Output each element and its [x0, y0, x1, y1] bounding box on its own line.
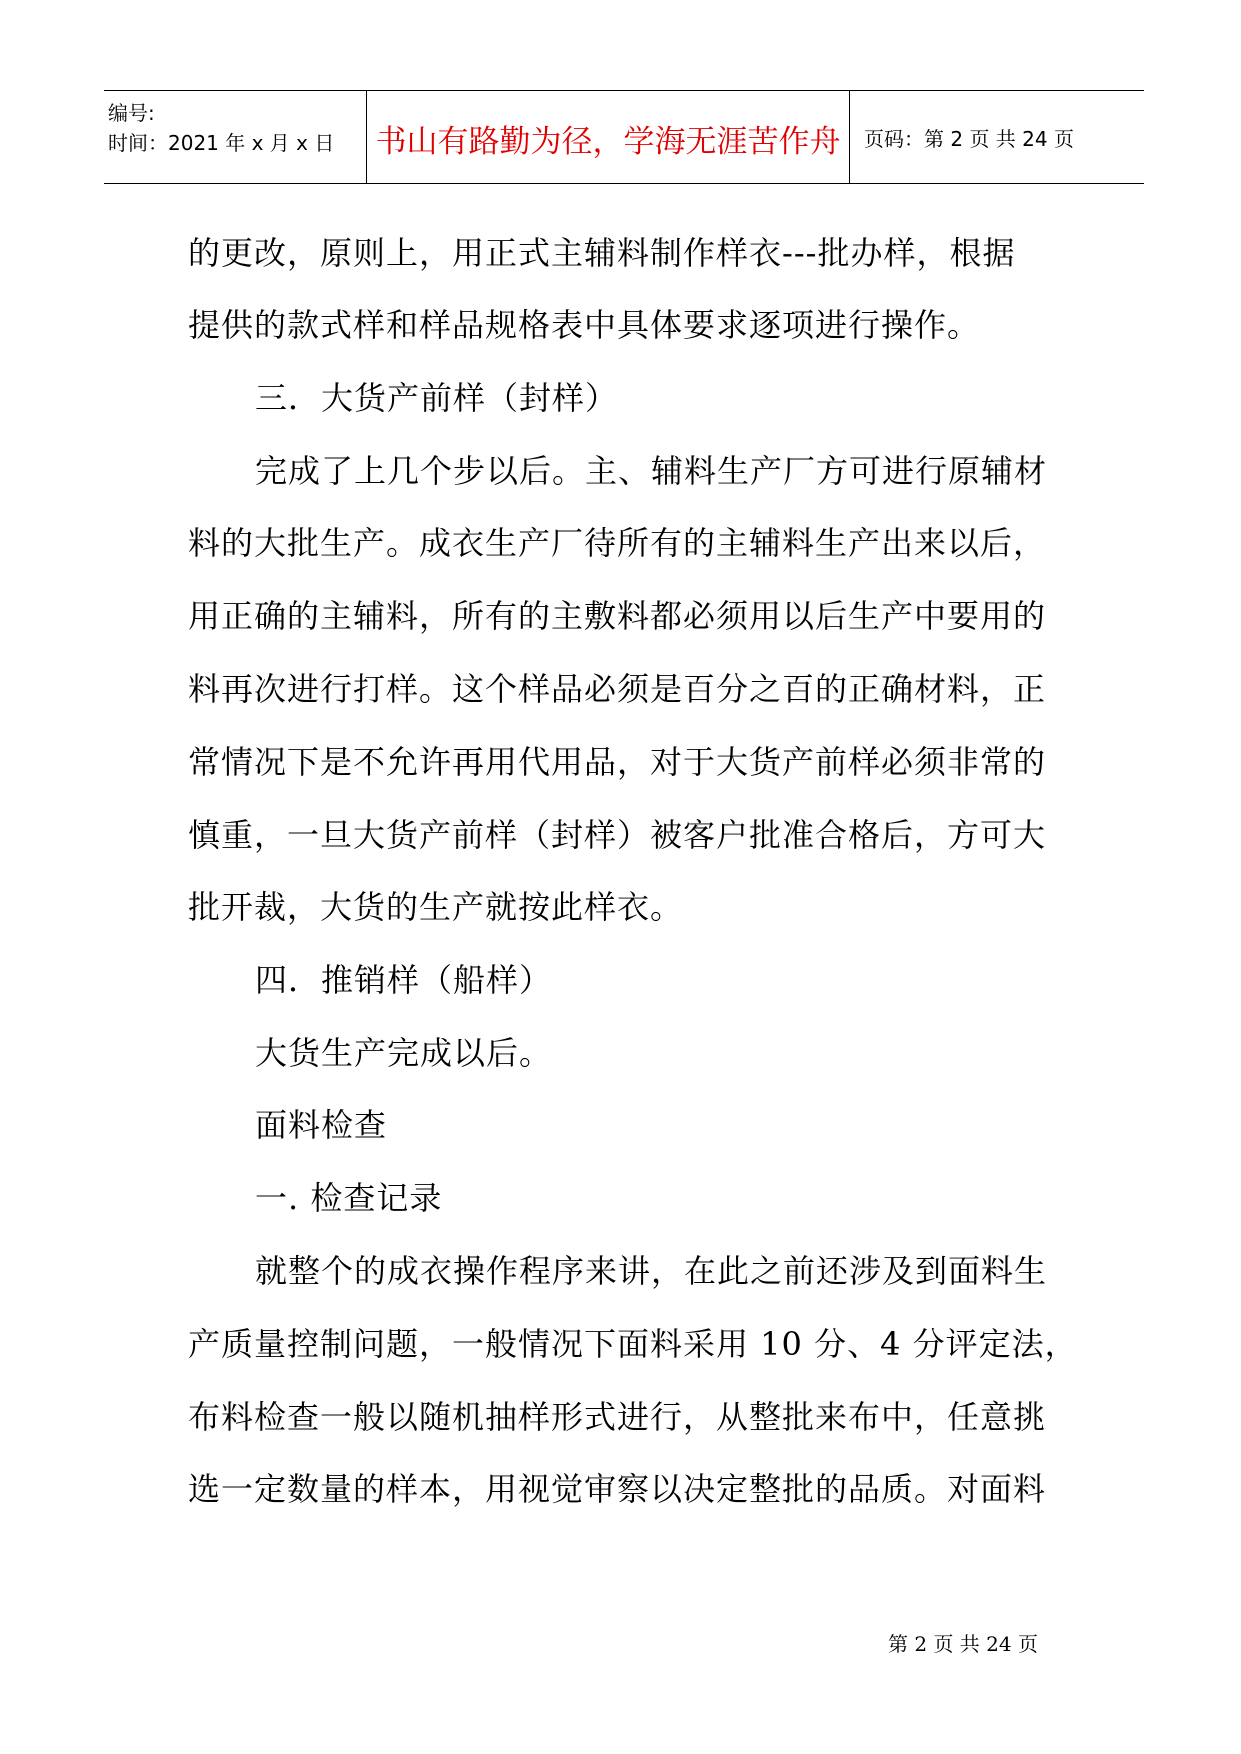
text-line: 就整个的成衣操作程序来讲，在此之前还涉及到面料生 — [255, 1252, 1048, 1290]
text-line: 料的大批生产。成衣生产厂待所有的主辅料生产出来以后， — [188, 524, 1047, 562]
section-heading: 四．推销样（船样） — [255, 961, 553, 999]
header-motto: 书山有路勤为径，学海无涯苦作舟 — [375, 124, 841, 160]
section-heading: 三．大货产前样（封样） — [255, 379, 619, 417]
header-info-cell — [104, 91, 366, 183]
text-line: 提供的款式样和样品规格表中具体要求逐项进行操作。 — [188, 306, 981, 344]
header-page-cell — [850, 91, 1144, 183]
document-number-label: 编号: — [108, 101, 155, 125]
text-line: 慎重，一旦大货产前样（封样）被客户批准合格后，方可大 — [188, 816, 1047, 854]
text-line: 的更改，原则上，用正式主辅料制作样衣---批办样，根据 — [188, 234, 1016, 272]
text-line: 布料检查一般以随机抽样形式进行，从整批来布中，任意挑 — [188, 1398, 1047, 1436]
section-heading: 一. 检查记录 — [255, 1179, 443, 1217]
text-line: 用正确的主辅料，所有的主敷料都必须用以后生产中要用的 — [188, 597, 1047, 635]
document-time-label: 时间：2021 年 x 月 x 日 — [108, 131, 335, 155]
text-line: 大货生产完成以后。 — [255, 1034, 553, 1072]
text-line: 选一定数量的样本，用视觉审察以决定整批的品质。对面料 — [188, 1470, 1047, 1508]
text-line: 产质量控制问题，一般情况下面料采用 10 分、4 分评定法， — [188, 1325, 1078, 1363]
page-header — [104, 90, 1144, 184]
header-motto-cell — [366, 91, 850, 183]
text-line: 批开裁，大货的生产就按此样衣。 — [188, 888, 684, 926]
header-page-number: 页码：第 2 页 共 24 页 — [864, 127, 1074, 151]
text-line: 完成了上几个步以后。主、辅料生产厂方可进行原辅材 — [255, 452, 1048, 490]
text-line: 料再次进行打样。这个样品必须是百分之百的正确材料，正 — [188, 670, 1047, 708]
page-footer: 第 2 页 共 24 页 — [888, 1632, 1038, 1656]
text-line: 常情况下是不允许再用代用品，对于大货产前样必须非常的 — [188, 743, 1047, 781]
section-heading: 面料检查 — [255, 1106, 388, 1144]
